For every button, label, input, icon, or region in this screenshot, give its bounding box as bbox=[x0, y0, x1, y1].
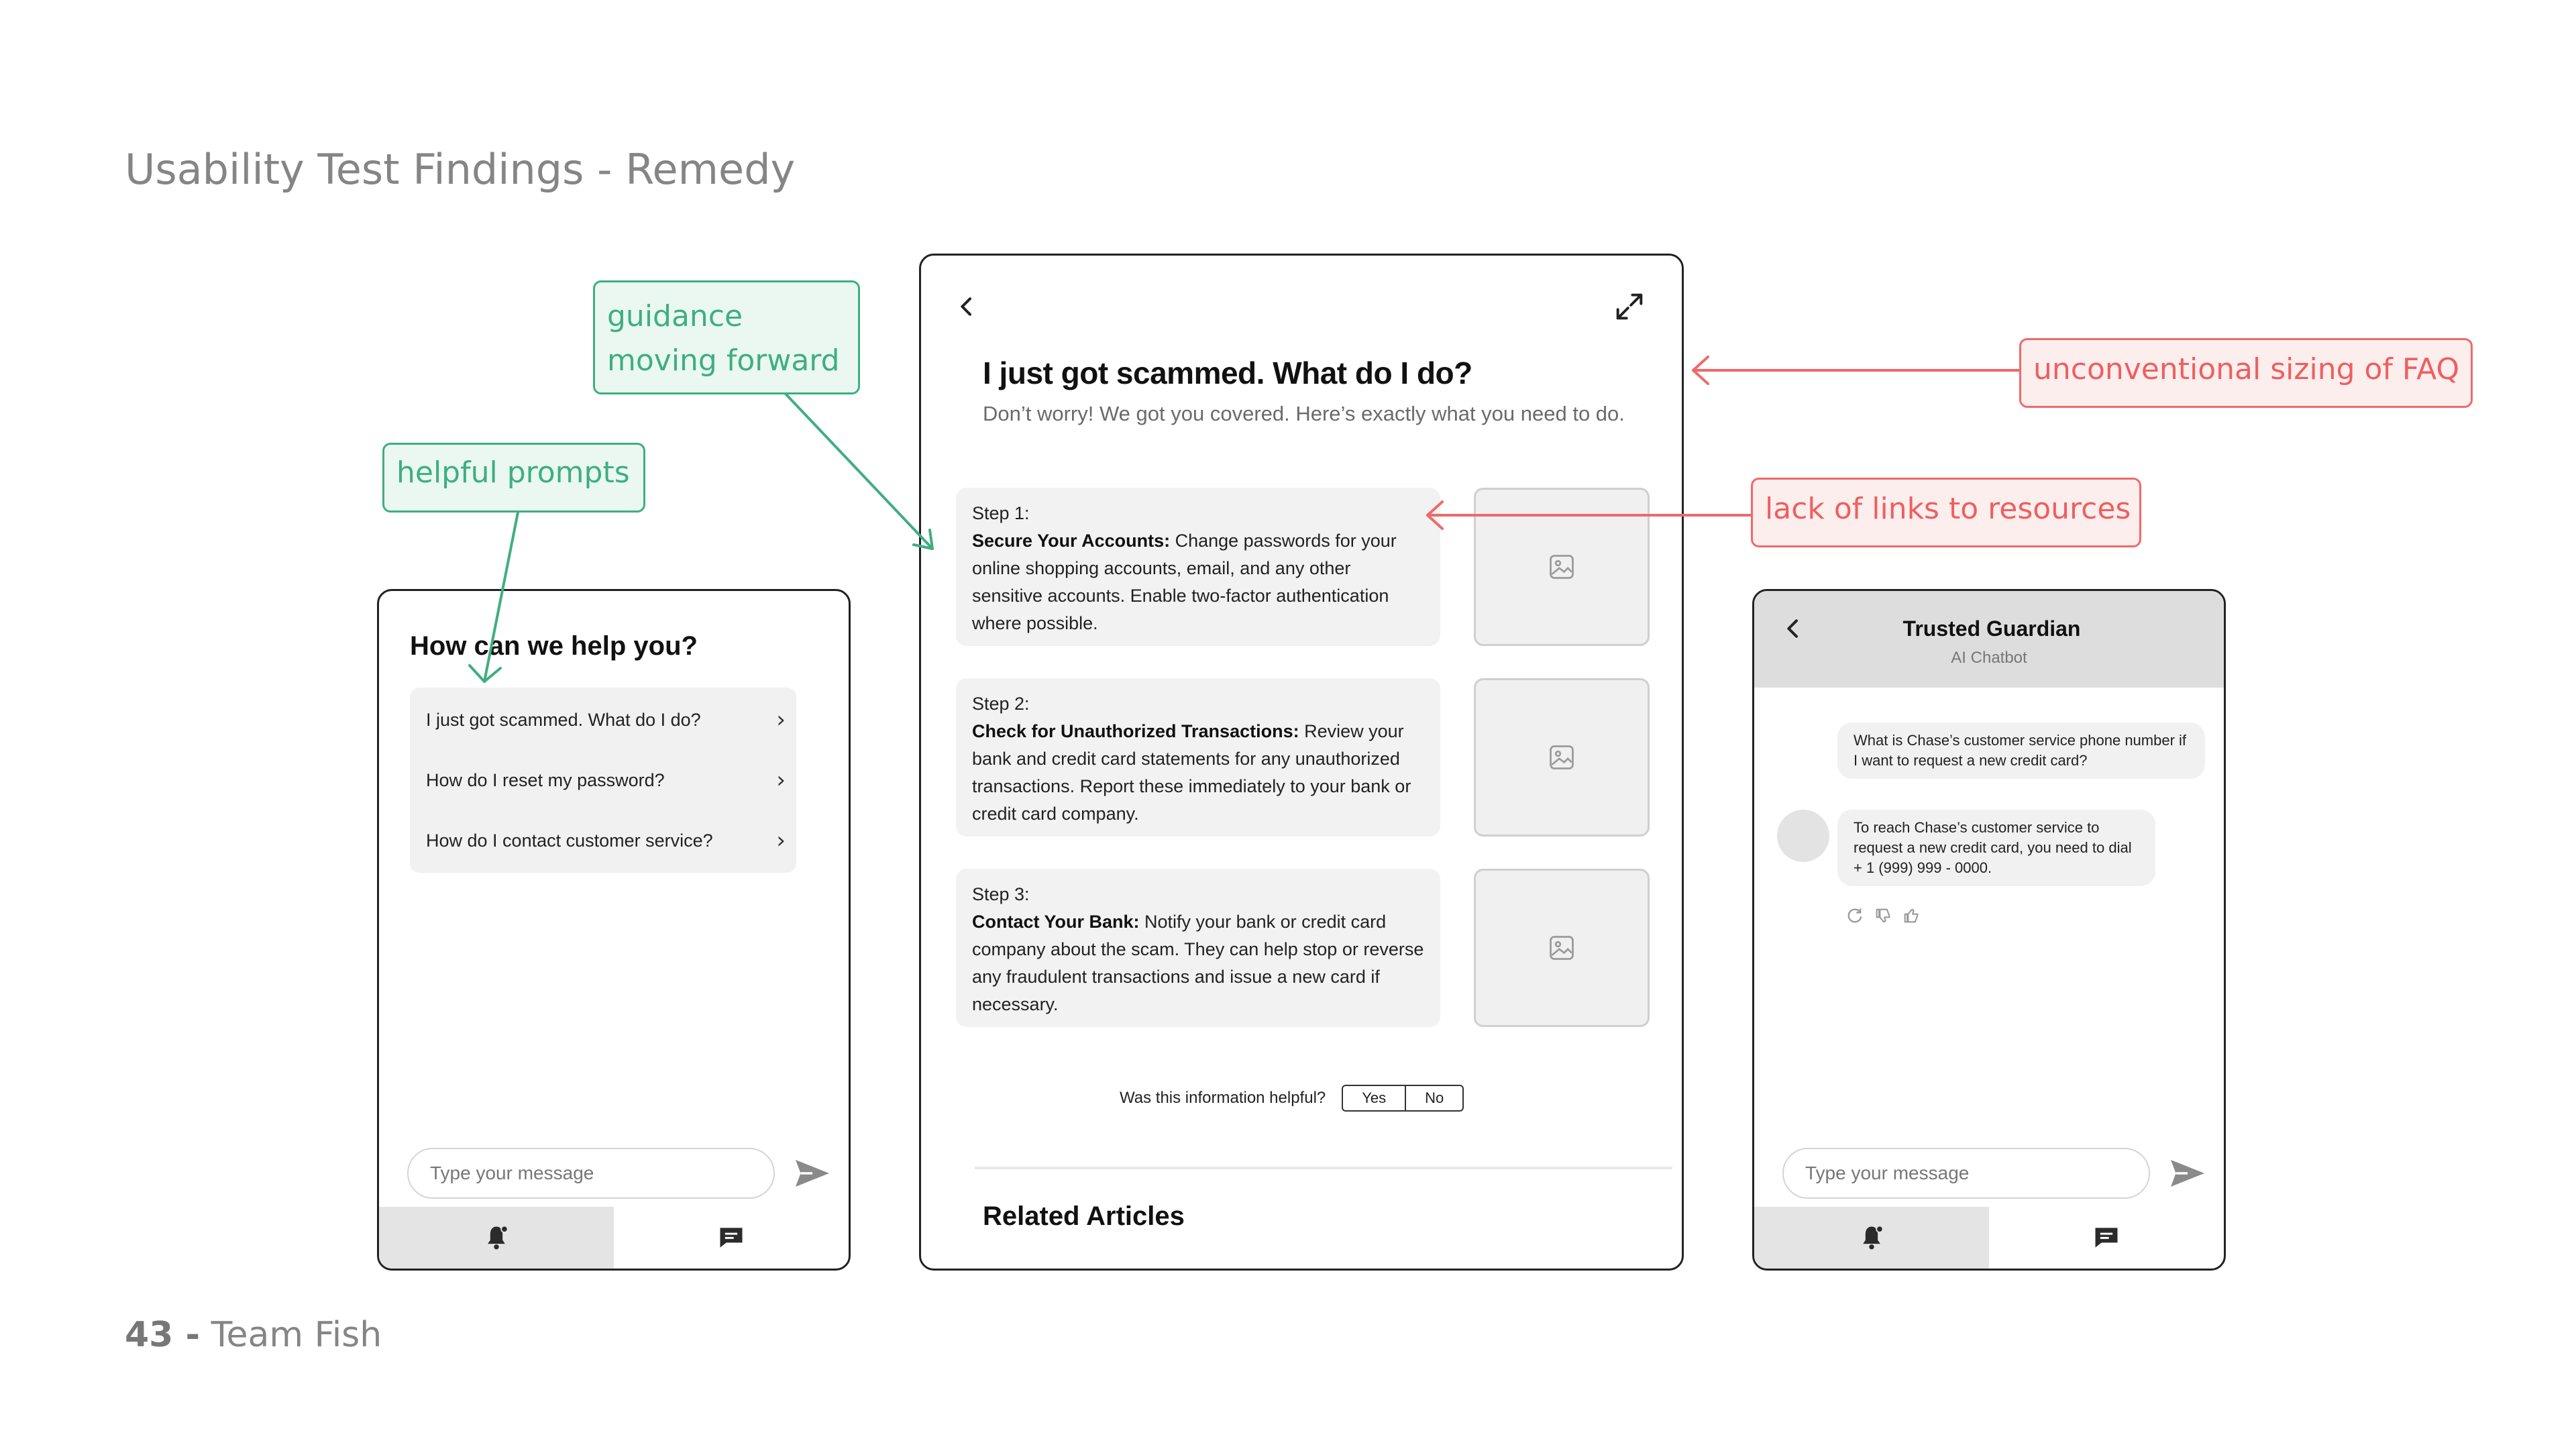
step-number: Step 2: bbox=[972, 694, 1030, 714]
yes-button[interactable]: Yes bbox=[1362, 1089, 1387, 1106]
faq-title: I just got scammed. What do I do? bbox=[983, 356, 1472, 390]
prompt-label: How do I reset my password? bbox=[426, 769, 665, 790]
user-message-bubble: What is Chase’s customer service phone number if I want to request a new credit card? bbox=[1837, 722, 2205, 779]
step-body: Change passwords for your online shopping accounts, email, and any other sensitive accounts. Enable two-factor authentication where possible. bbox=[972, 531, 1397, 633]
related-articles-heading: Related Articles bbox=[983, 1201, 1185, 1231]
slide-title: Usability Test Findings - Remedy bbox=[125, 145, 796, 194]
annotation-helpful-prompts: helpful prompts bbox=[382, 443, 645, 513]
step-number: Step 3: bbox=[972, 884, 1030, 904]
step-heading: Contact Your Bank: bbox=[972, 912, 1140, 932]
step-heading: Secure Your Accounts: bbox=[972, 531, 1171, 551]
annotation-guidance bbox=[593, 280, 860, 394]
annotation-text: moving forward bbox=[607, 343, 840, 378]
chevron-right-icon: › bbox=[776, 706, 786, 733]
annotation-lack-links: lack of links to resources bbox=[1751, 478, 2141, 547]
no-button[interactable]: No bbox=[1405, 1086, 1462, 1110]
chevron-right-icon: › bbox=[776, 767, 786, 794]
annotation-faq-sizing: unconventional sizing of FAQ bbox=[2019, 338, 2473, 408]
help-title: How can we help you? bbox=[410, 631, 698, 661]
chevron-right-icon: › bbox=[776, 827, 786, 854]
step-body: Notify your bank or credit card company about the scam. They can help stop or reverse any fraudulent transactions and issue a new card if necessary. bbox=[972, 912, 1424, 1014]
step-heading: Check for Unauthorized Transactions: bbox=[972, 721, 1299, 741]
slide-footer bbox=[125, 1315, 382, 1355]
arrow-guidance bbox=[785, 393, 932, 549]
feedback-question: Was this information helpful? bbox=[1120, 1089, 1326, 1107]
team-name: Team Fish bbox=[211, 1315, 382, 1355]
prompt-label: How do I contact customer service? bbox=[426, 830, 713, 851]
arrow-helpful-prompts bbox=[484, 513, 518, 682]
annotation-text: guidance bbox=[607, 299, 743, 333]
step-body: Review your bank and credit card statements for any unauthorized transactions. Report these immediately to your bank or credit card company. bbox=[972, 721, 1411, 824]
prompt-label: I just got scammed. What do I do? bbox=[426, 709, 701, 730]
faq-subtitle: Don’t worry! We got you covered. Here’s exactly what you need to do. bbox=[983, 402, 1625, 425]
chatbot-name: Trusted Guardian bbox=[1902, 616, 2081, 641]
bot-message-bubble: To reach Chase’s customer service to request a new credit card, you need to dial + 1 (999) 999 - 0000. bbox=[1837, 810, 2155, 886]
step-number: Step 1: bbox=[972, 503, 1030, 523]
slide-number: 43 - bbox=[125, 1315, 201, 1355]
chatbot-role: AI Chatbot bbox=[1951, 649, 2027, 667]
